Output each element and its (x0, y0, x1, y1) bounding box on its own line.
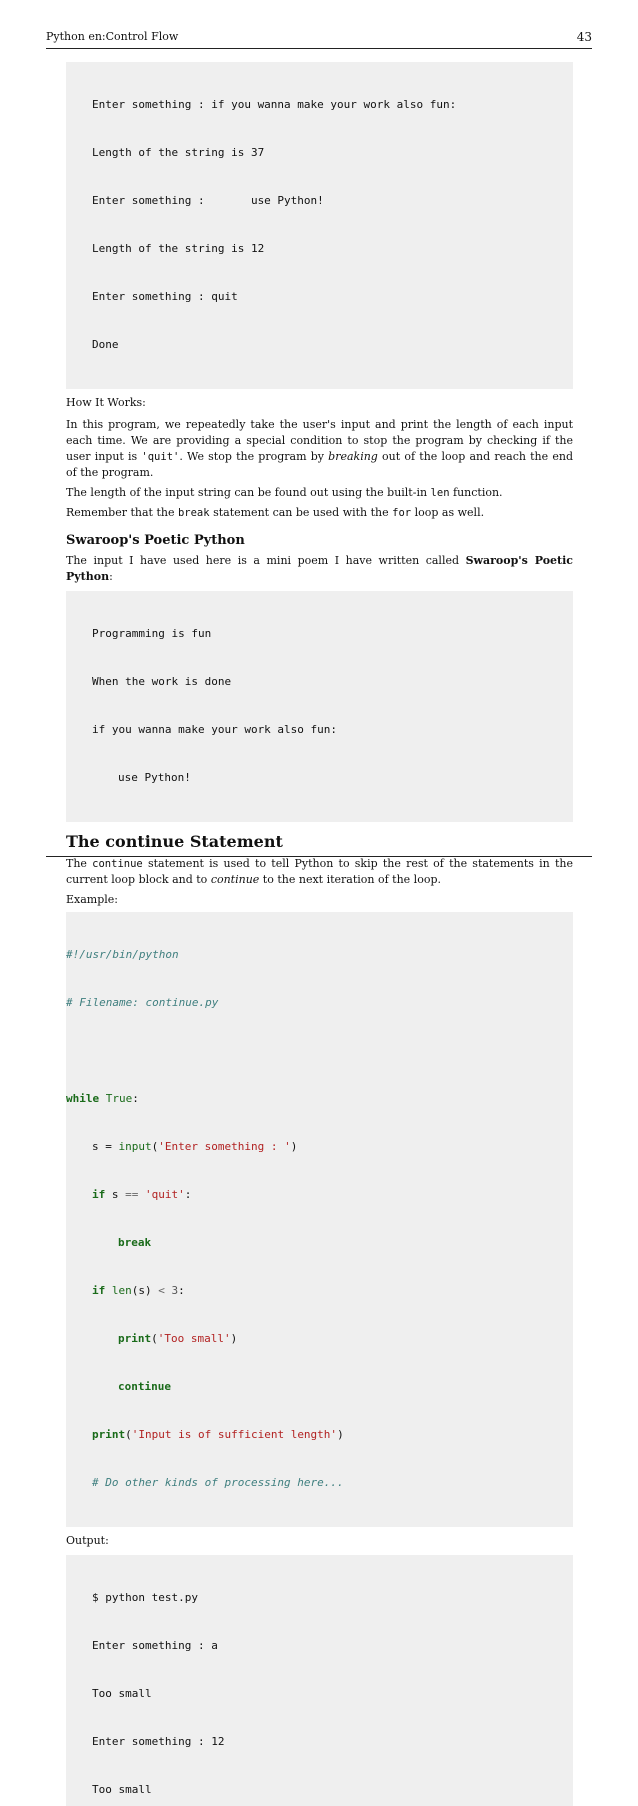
poem-line: When the work is done (92, 675, 232, 688)
inline-code: break (177, 507, 210, 519)
code-line: while True: (66, 1092, 139, 1105)
example-label: Example: (66, 893, 118, 906)
code-line: print('Too small') (118, 1332, 238, 1345)
code-line: # Do other kinds of processing here... (92, 1476, 344, 1489)
page-number: 43 (576, 30, 592, 44)
page-content (66, 62, 573, 1806)
code-line: if len(s) < 3: (92, 1284, 185, 1297)
continue-statement-heading: The continue Statement (66, 832, 283, 851)
code-line: Done (92, 338, 119, 351)
output-label: Output: (66, 1534, 109, 1547)
page-header-title: Python en:Control Flow (46, 30, 179, 43)
code-line: Too small (92, 1783, 152, 1796)
how-it-works-heading: How It Works: (66, 396, 146, 409)
code-line: Enter something : a (92, 1639, 218, 1652)
code-line: Enter something : quit (92, 290, 238, 303)
code-line: Too small (92, 1687, 152, 1700)
inline-code: len (430, 487, 450, 499)
emphasis: breaking (328, 450, 378, 463)
poetic-python-heading: Swaroop's Poetic Python (66, 533, 245, 548)
continue-description: The continue statement is used to tell Python to skip the rest of the statements in the current loop block and to continue to the next iteration of the loop. (66, 857, 573, 886)
code-line-blank (66, 1043, 573, 1059)
poem-line: if you wanna make your work also fun: (92, 723, 338, 736)
inline-code: for (392, 507, 412, 519)
example-code-block (66, 912, 573, 1527)
code-line: #!/usr/bin/python (66, 948, 179, 961)
poetic-intro: The input I have used here is a mini poem I have written called Swaroop's Poetic Python: (66, 554, 573, 583)
code-line: print('Input is of sufficient length') (92, 1428, 344, 1441)
code-line: Length of the string is 37 (92, 146, 265, 159)
footer-rule (46, 856, 592, 857)
code-line: # Filename: continue.py (66, 996, 219, 1009)
code-line: $ python test.py (92, 1591, 198, 1604)
poem-title: Swaroop's Poetic Python (66, 554, 573, 583)
how-it-works-paragraph-2: The length of the input string can be found out using the built-in len function. (66, 486, 503, 499)
poem-line: use Python! (118, 771, 191, 784)
inline-code: 'quit' (141, 451, 180, 463)
emphasis: continue (210, 873, 260, 886)
poem-block (66, 591, 573, 822)
code-line: s = input('Enter something : ') (92, 1140, 298, 1153)
code-line: if s == 'quit': (92, 1188, 192, 1201)
code-line: continue (118, 1380, 171, 1393)
inline-code: continue (92, 858, 143, 870)
poem-line: Programming is fun (92, 627, 212, 640)
code-line: Enter something : 12 (92, 1735, 225, 1748)
code-line: break (118, 1236, 152, 1249)
how-it-works-paragraph-3: Remember that the break statement can be used with the for loop as well. (66, 506, 485, 519)
page-header (46, 30, 592, 49)
output-block-1 (66, 62, 573, 389)
code-line: Length of the string is 12 (92, 242, 265, 255)
code-line: Enter something : if you wanna make your work also fun: (92, 98, 457, 111)
how-it-works-paragraph-1: In this program, we repeatedly take the user's input and print the length of each input each time. We are providing a special condition to stop the program by checking if the user input is 'quit'. We stop the program by breaking out of the loop and reach the end of the program. (66, 418, 573, 479)
output-block-2 (66, 1555, 573, 1806)
code-line: Enter something : use Python! (92, 194, 324, 207)
